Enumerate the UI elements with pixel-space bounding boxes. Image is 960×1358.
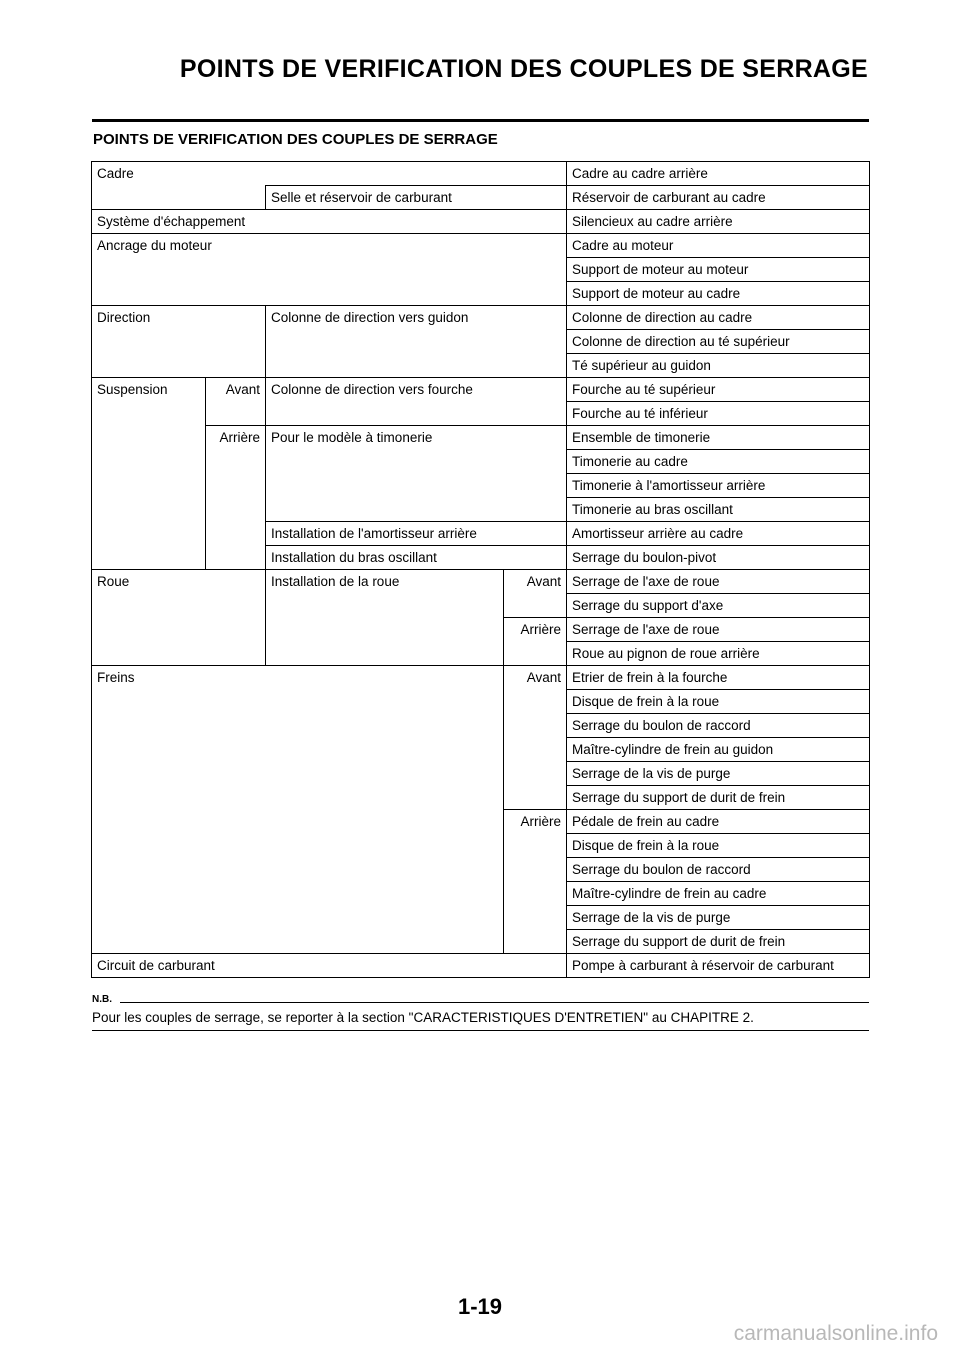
table-row xyxy=(92,162,870,186)
table-row xyxy=(92,666,870,690)
check-point: Disque de frein à la roue xyxy=(567,690,870,714)
category-freins: Freins xyxy=(92,666,504,954)
check-point: Silencieux au cadre arrière xyxy=(567,210,870,234)
check-point: Fourche au té inférieur xyxy=(567,402,870,426)
check-point: Maître-cylindre de frein au guidon xyxy=(567,738,870,762)
category-moteur: Ancrage du moteur xyxy=(92,234,567,306)
category-suspension: Suspension xyxy=(92,378,206,570)
position-arriere: Arrière xyxy=(206,426,266,570)
check-point: Cadre au cadre arrière xyxy=(567,162,870,186)
check-point: Pédale de frein au cadre xyxy=(567,810,870,834)
category-cadre: Cadre xyxy=(92,162,567,186)
table-row xyxy=(92,426,870,450)
position-avant: Avant xyxy=(504,666,567,810)
check-point: Té supérieur au guidon xyxy=(567,354,870,378)
check-point: Serrage du boulon-pivot xyxy=(567,546,870,570)
note-label: N.B. xyxy=(92,994,112,1005)
category-carburant: Circuit de carburant xyxy=(92,954,567,978)
position-arriere: Arrière xyxy=(504,618,567,666)
check-point: Serrage du boulon de raccord xyxy=(567,858,870,882)
table-row xyxy=(92,954,870,978)
subcategory: Installation de la roue xyxy=(266,570,504,666)
header-rule xyxy=(92,119,869,122)
check-point: Timonerie à l'amortisseur arrière xyxy=(567,474,870,498)
category-direction: Direction xyxy=(92,306,266,378)
watermark: carmanualsonline.info xyxy=(733,1322,938,1345)
check-point: Serrage du boulon de raccord xyxy=(567,714,870,738)
page-header-title: POINTS DE VERIFICATION DES COUPLES DE SERRAGE xyxy=(179,55,868,83)
check-point: Serrage de la vis de purge xyxy=(567,762,870,786)
check-point: Disque de frein à la roue xyxy=(567,834,870,858)
torque-check-table xyxy=(91,161,870,978)
check-point: Maître-cylindre de frein au cadre xyxy=(567,882,870,906)
note-text: Pour les couples de serrage, se reporter à la section "CARACTERISTIQUES D'ENTRETIEN" au CHAPITRE 2. xyxy=(92,1010,754,1025)
check-point: Serrage du support de durit de frein xyxy=(567,786,870,810)
check-point: Serrage de la vis de purge xyxy=(567,906,870,930)
page-number: 1-19 xyxy=(457,1294,503,1319)
position-avant: Avant xyxy=(206,378,266,426)
note-rule-top xyxy=(120,1002,869,1003)
check-point: Réservoir de carburant au cadre xyxy=(567,186,870,210)
check-point: Pompe à carburant à réservoir de carburant xyxy=(567,954,870,978)
check-point: Support de moteur au cadre xyxy=(567,282,870,306)
category-echappement: Système d'échappement xyxy=(92,210,567,234)
check-point: Timonerie au bras oscillant xyxy=(567,498,870,522)
table-row xyxy=(92,306,870,330)
check-point: Amortisseur arrière au cadre xyxy=(567,522,870,546)
position-arriere: Arrière xyxy=(504,810,567,954)
position-avant: Avant xyxy=(504,570,567,618)
subcategory: Installation de l'amortisseur arrière xyxy=(266,522,567,546)
check-point: Serrage de l'axe de roue xyxy=(567,570,870,594)
subcategory: Colonne de direction vers guidon xyxy=(266,306,567,378)
section-title: POINTS DE VERIFICATION DES COUPLES DE SERRAGE xyxy=(93,131,498,148)
subcategory: Selle et réservoir de carburant xyxy=(266,186,567,210)
check-point: Ensemble de timonerie xyxy=(567,426,870,450)
table-row xyxy=(92,570,870,594)
note-rule-bottom xyxy=(92,1030,869,1031)
check-point: Serrage du support de durit de frein xyxy=(567,930,870,954)
subcategory: Installation du bras oscillant xyxy=(266,546,567,570)
check-point: Fourche au té supérieur xyxy=(567,378,870,402)
check-point: Timonerie au cadre xyxy=(567,450,870,474)
subcategory: Colonne de direction vers fourche xyxy=(266,378,567,426)
subcategory: Pour le modèle à timonerie xyxy=(266,426,567,522)
table-row xyxy=(92,234,870,258)
check-point: Roue au pignon de roue arrière xyxy=(567,642,870,666)
check-point: Support de moteur au moteur xyxy=(567,258,870,282)
table-row xyxy=(92,378,870,402)
table-row xyxy=(92,210,870,234)
check-point: Colonne de direction au cadre xyxy=(567,306,870,330)
table-row xyxy=(92,186,870,210)
check-point: Colonne de direction au té supérieur xyxy=(567,330,870,354)
check-point: Etrier de frein à la fourche xyxy=(567,666,870,690)
check-point: Cadre au moteur xyxy=(567,234,870,258)
check-point: Serrage du support d'axe xyxy=(567,594,870,618)
category-roue: Roue xyxy=(92,570,266,666)
spacer-cell xyxy=(92,186,266,210)
check-point: Serrage de l'axe de roue xyxy=(567,618,870,642)
